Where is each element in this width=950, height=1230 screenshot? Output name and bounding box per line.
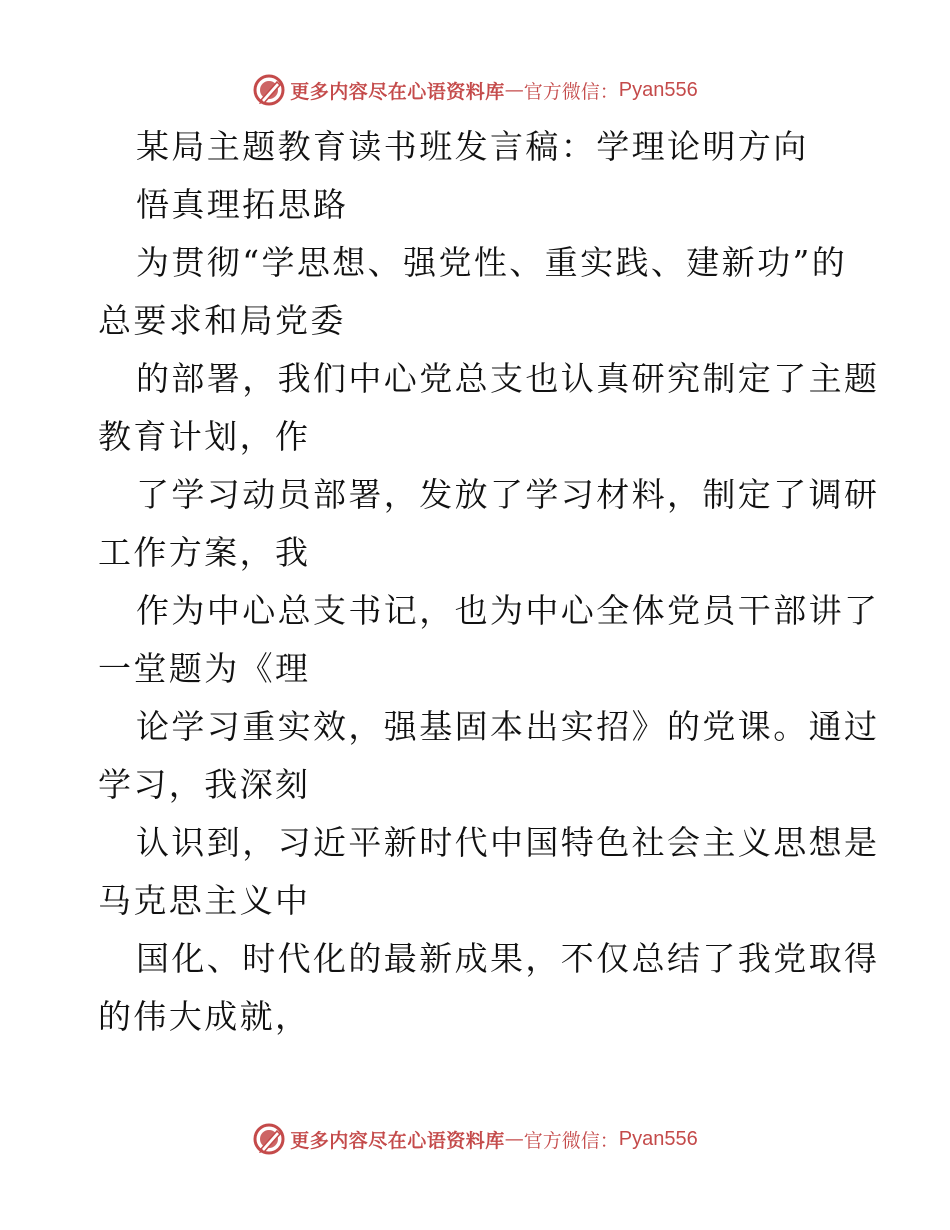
watermark-text: 更多内容尽在心语资料库: [290, 1129, 505, 1152]
text-line: 悟真理拓思路: [136, 185, 349, 224]
watermark-wechat-id: Pyan556: [618, 1127, 698, 1150]
text-line: 论学习重实效，强基固本出实招》的党课。通过: [136, 707, 880, 746]
watermark-separator: —: [504, 79, 524, 101]
text-line: 某局主题教育读书班发言稿：学理论明方向: [136, 127, 809, 166]
document-body: [98, 118, 880, 1046]
text-line: 学习，我深刻: [98, 765, 311, 804]
text-line: 为贯彻“学思想、强党性、重实践、建新功”的: [136, 243, 848, 282]
watermark-text: 更多内容尽在心语资料库: [290, 80, 505, 103]
pen-logo-icon: [252, 73, 286, 107]
header-watermark: [0, 73, 950, 107]
text-line: 工作方案，我: [98, 533, 311, 572]
text-line: 总要求和局党委: [98, 301, 346, 340]
watermark-wechat-id: Pyan556: [618, 78, 698, 101]
watermark-separator: —: [504, 1128, 524, 1150]
text-line: 的部署，我们中心党总支也认真研究制定了主题: [136, 359, 880, 398]
text-line: 一堂题为《理: [98, 649, 311, 688]
watermark-label: 官方微信：: [523, 80, 619, 103]
text-line: 作为中心总支书记，也为中心全体党员干部讲了: [136, 591, 880, 630]
footer-watermark: [0, 1122, 950, 1156]
pen-logo-icon: [252, 1122, 286, 1156]
text-line: 认识到，习近平新时代中国特色社会主义思想是: [136, 823, 880, 862]
text-line: 国化、时代化的最新成果，不仅总结了我党取得: [136, 939, 880, 978]
text-line: 马克思主义中: [98, 881, 311, 920]
text-line: 的伟大成就，: [98, 997, 311, 1036]
text-line: 教育计划，作: [98, 417, 311, 456]
text-line: 了学习动员部署，发放了学习材料，制定了调研: [136, 475, 880, 514]
watermark-label: 官方微信：: [523, 1129, 619, 1152]
